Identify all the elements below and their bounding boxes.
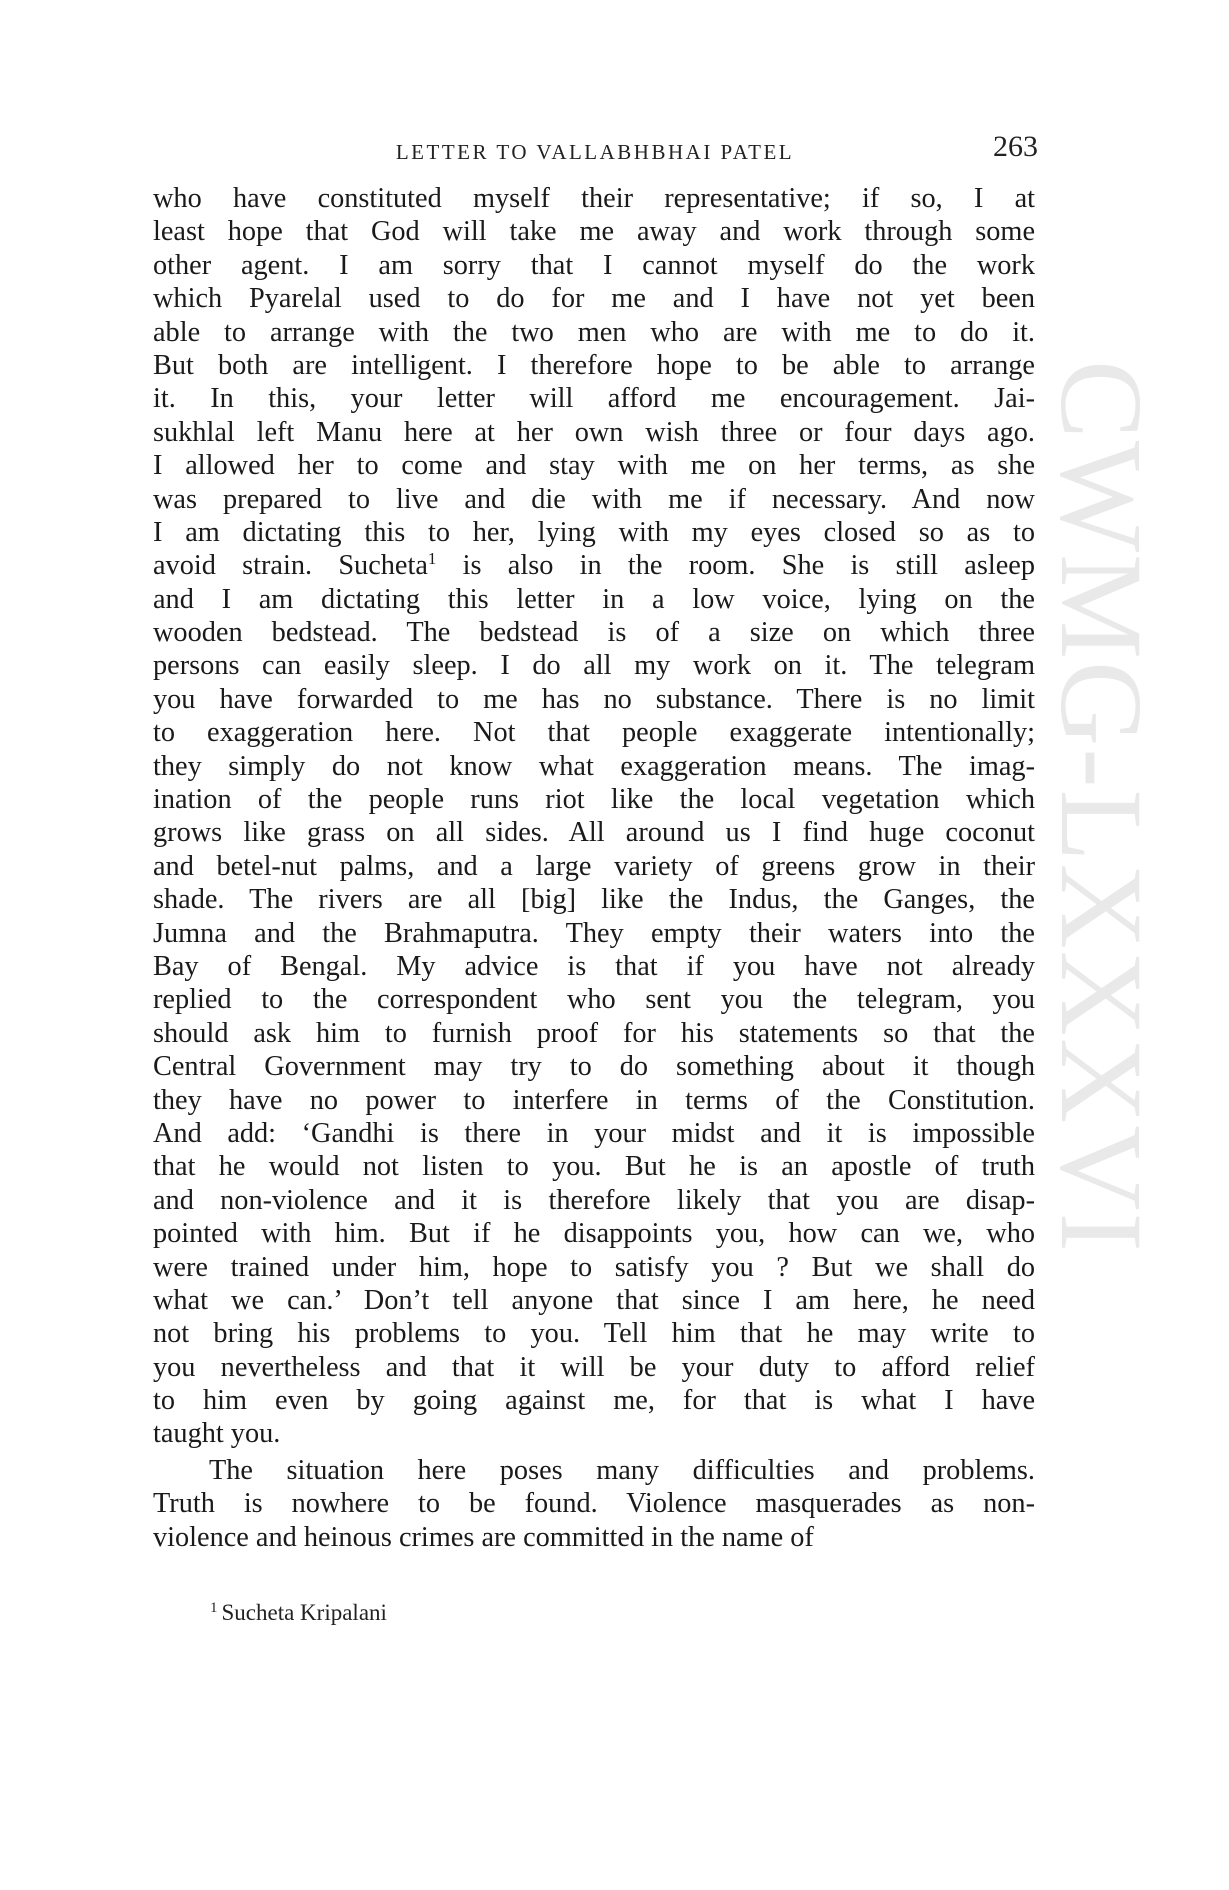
text-line: shade. The rivers are all [big] like the Indus, the Ganges, the (153, 884, 1035, 916)
text-line: it. In this, your letter will afford me encouragement. Jai- (153, 383, 1035, 415)
text-line: Jumna and the Brahmaputra. They empty their waters into the (153, 917, 1035, 949)
footnote (210, 1600, 387, 1626)
text-line: who have constituted myself their representative; if so, I at (153, 183, 1035, 214)
text-line: to him even by going against me, for that is what I have (153, 1385, 1035, 1417)
text-line: and betel-nut palms, and a large variety of greens grow in their (153, 850, 1035, 882)
text-line: Central Government may try to do something about it though (153, 1051, 1035, 1083)
text-line: pointed with him. But if he disappoints you, how can we, who (153, 1218, 1035, 1250)
line-text: is also in the room. She is still asleep (436, 550, 1035, 582)
text-line: not bring his problems to you. Tell him that he may write to (153, 1318, 1035, 1350)
footnote-text: Sucheta Kripalani (221, 1600, 387, 1625)
text-line: and I am dictating this letter in a low voice, lying on the (153, 583, 1035, 615)
text-line (153, 549, 1035, 582)
line-text: avoid strain. Sucheta (153, 550, 428, 582)
text-line: to exaggeration here. Not that people exaggerate intentionally; (153, 717, 1035, 749)
text-line: replied to the correspondent who sent you the telegram, you (153, 984, 1035, 1016)
text-line: ination of the people runs riot like the local vegetation which (153, 784, 1035, 816)
footnote-reference: 1 (427, 549, 437, 569)
text-line: were trained under him, hope to satisfy you ? But we shall do (153, 1251, 1035, 1283)
text-line: was prepared to live and die with me if necessary. And now (153, 483, 1035, 515)
paragraph (153, 182, 1035, 1451)
text-line: which Pyarelal used to do for me and I have not yet been (153, 283, 1035, 315)
text-line: least hope that God will take me away and work through some (153, 216, 1035, 248)
text-line: sukhlal left Manu here at her own wish three or four days ago. (153, 416, 1035, 448)
text-line: I allowed her to come and stay with me on her terms, as she (153, 450, 1035, 482)
text-line: you nevertheless and that it will be your duty to afford relief (153, 1351, 1035, 1383)
text-line: able to arrange with the two men who are with me to do it. (153, 316, 1035, 348)
text-line: And add: ‘Gandhi is there in your midst and it is impossible (153, 1117, 1035, 1149)
text-line: grows like grass on all sides. All around us I find huge coconut (153, 817, 1035, 849)
text-line: other agent. I am sorry that I cannot myself do the work (153, 249, 1035, 281)
page-number: 263 (993, 130, 1038, 163)
body-text (153, 182, 1035, 1554)
watermark: CWMG-LXXXVI (1036, 360, 1167, 1254)
paragraph (153, 1454, 1035, 1554)
text-line: Bay of Bengal. My advice is that if you have not already (153, 950, 1035, 982)
running-title: LETTER TO VALLABHBHAI PATEL (395, 140, 795, 164)
text-line: that he would not listen to you. But he is an apostle of truth (153, 1151, 1035, 1183)
text-line: and non-violence and it is therefore likely that you are disap- (153, 1184, 1035, 1216)
text-line: Truth is nowhere to be found. Violence masquerades as non- (153, 1488, 1035, 1520)
text-line: they have no power to interfere in terms of the Constitution. (153, 1084, 1035, 1116)
text-line: persons can easily sleep. I do all my work on it. The telegram (153, 650, 1035, 682)
page-header (150, 126, 1040, 166)
text-line: what we can.’ Don’t tell anyone that since I am here, he need (153, 1284, 1035, 1316)
text-line: wooden bedstead. The bedstead is of a size on which three (153, 617, 1035, 649)
text-line: you have forwarded to me has no substance. There is no limit (153, 683, 1035, 715)
text-line: I am dictating this to her, lying with my eyes closed so as to (153, 516, 1035, 548)
text-line: The situation here poses many difficulties and problems. (209, 1454, 1035, 1486)
text-line: violence and heinous crimes are committed in the name of (153, 1521, 814, 1553)
text-line: taught you. (153, 1418, 281, 1450)
text-line: they simply do not know what exaggeration means. The imag- (153, 750, 1035, 782)
text-line: should ask him to furnish proof for his statements so that the (153, 1017, 1035, 1049)
footnote-mark: 1 (210, 1600, 218, 1616)
text-line: But both are intelligent. I therefore hope to be able to arrange (153, 349, 1035, 381)
